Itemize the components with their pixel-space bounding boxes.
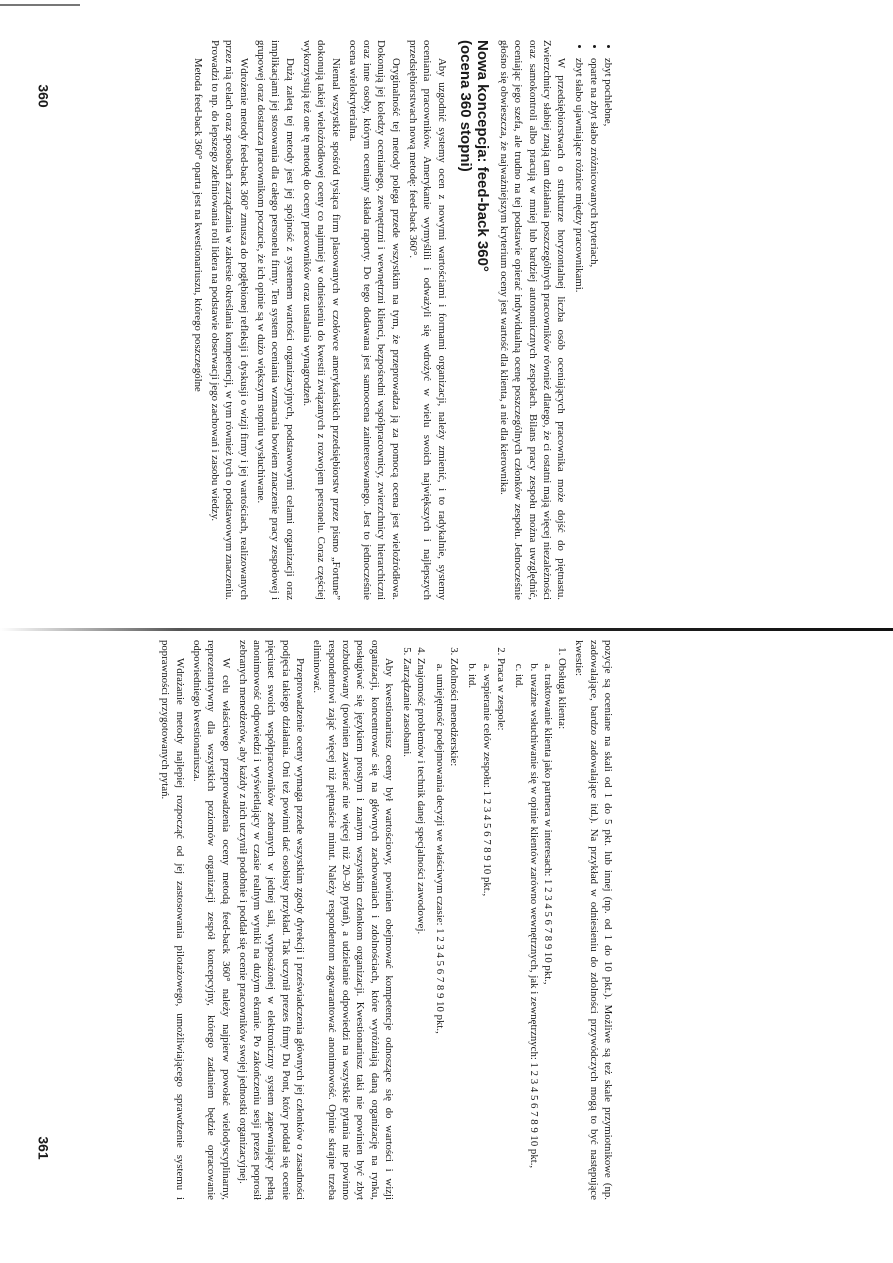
sub-item: a. umiejętność podejmowania decyzji we właściwym czasie: 1 2 3 4 5 6 7 8 9 10 pkt., — [432, 674, 446, 1200]
sub-item: a. traktowanie klienta jako partnera w interesach: 1 2 3 4 5 6 7 8 9 10 pkt., — [541, 674, 555, 1200]
paragraph: Aby uzgodnić systemy ocen z nowymi wartościami i formami organizacji, należy zmienić, i to radykalnie, systemy oceniania pracowników. Amerykanie wymyślili i odważyli się wdrożyć w wielu swoich największych i najlepszych przedsiębiorstwach nową metodę: feed-back 360°. — [407, 40, 448, 600]
list-item: 4. Znajomość problemów i technik danej specjalności zawodowej. — [414, 658, 428, 1200]
paragraph: W przedsiębiorstwach o strukturze horyzontalnej liczba osób oceniających pracownika może dojść do piętnastu. Zwierzchnicy słabiej znają tam działania poszczególnych pracowników również dlatego, że ci ostatni mają więcej niezależności oraz samokontroli albo pracują w mniej lub bardziej autonomicznych zespołach. Bilans pracy zespołu można uwzględnić, oceniając jego szefa, ale trudno na tej podstawie opierać indywidualną ocenę poszczególnych członków zespołu. Jednocześnie głośno się obwieszcza, że najważniejszym kryterium oceny jest wartość dla klienta, a nie dla kierownika. — [497, 40, 568, 600]
list-item-label: Praca w zespole: — [494, 658, 507, 731]
list-item: • zbyt słabo ujawniające różnice między pracownikami. — [572, 58, 586, 600]
page-divider — [0, 628, 893, 631]
page-number-360: 360 — [35, 84, 52, 108]
paragraph: pozycje są oceniane na skali od 1 do 5 pkt. lub innej (np. od 1 do 10 pkt.). Możliwe są też skale przymiotnikowe (np. zadowalające, bardzo zadowalające itd.). Na przykład w odniesieniu do zdolności przywódczych mogą to być następujące kwestie: — [573, 640, 614, 1200]
paragraph: Wdrażanie metody najlepiej rozpocząć od jej zastosowania pilotażowego, umożliwiającego sprawdzenie systemu i poprawności przygotowanych pytań. — [159, 640, 186, 1200]
sub-item: a. wspieranie celów zespołu: 1 2 3 4 5 6 7 8 9 10 pkt., — [479, 674, 493, 1200]
page-361 — [95, 640, 615, 1200]
page-360 — [95, 40, 615, 600]
paragraph: Niemal wszystkie spośród tysiąca firm plasowanych w czołówce amerykańskich przedsiębiorstw przez pismo „Fortune” dokonują takiej wieloźródłowej oceny co najmniej w odniesieniu do kwestii związanych z rozwojem personelu. Coraz częściej wykorzystują też one tę metodę do oceny pracowników oraz ustalania wynagrodzeń. — [300, 40, 342, 600]
numbered-list — [400, 640, 569, 1200]
list-item: 5. Zarządzanie zasobami. — [400, 658, 414, 1200]
section-heading — [457, 40, 491, 600]
sub-list — [432, 658, 446, 1200]
list-item: • oparte na zbyt słabo zróżnicowanych kryteriach, — [586, 58, 600, 600]
bullet-list — [572, 40, 615, 600]
paragraph: Dużą zaletą tej metody jest jej spójność z systemem wartości organizacyjnych, podstawowymi celami organizacji oraz implikacjami jej stosowania dla całego personelu firmy. Ten system oceniania wzmacnia bowiem znaczenie pracy zespołowej i grupowej oraz dostarcza pracownikom poczucie, że ich opinie są w dużo większym stopniu wysłuchiwane. — [255, 40, 296, 600]
list-item — [512, 658, 569, 1200]
list-item — [465, 658, 508, 1200]
paragraph: Oryginalność tej metody polega przede wszystkim na tym, że przeprowadza ją za pomocą ocena jest wieloźródłowa. Dokonują jej koledzy ocenianego, zewnętrzni i wewnętrzni klienci, bezpośredni współpracownicy, zwierzchnicy hierarchiczni oraz inne osoby, którym oceniany składa raporty. Do tego dodawana jest samoocena zainteresowanego. Jest to jednocześnie ocena wielokryterialna. — [346, 40, 402, 600]
sub-item: c. itd. — [512, 674, 526, 1200]
list-item — [432, 658, 461, 1200]
page-number-361: 361 — [35, 1136, 52, 1160]
heading-line: Nowa koncepcja: feed-back 360° — [473, 40, 491, 272]
sub-list — [465, 658, 494, 1200]
list-item-label: Zdolności menedżerskie: — [448, 658, 461, 767]
paragraph: Metoda feed-back 360° oparta jest na kwestionariuszu, którego poszczególne — [191, 58, 204, 392]
sub-item: b. itd. — [465, 674, 479, 1200]
scan-edge-mark — [0, 4, 80, 6]
paragraph: W celu właściwego przeprowadzenia oceny metodą feed-back 360° należy najpierw powołać wielodyscyplinarny, reprezentatywny dla wszystkich poziomów organizacji zespół koncepcyjny, którego zadaniem będzie opracowanie odpowiedniego kwestionariusza. — [190, 640, 232, 1200]
heading-line: (ocena 360 stopni) — [456, 40, 474, 172]
list-item: • zbyt pochlebne, — [601, 58, 615, 600]
sub-list — [512, 658, 555, 1200]
paragraph: Aby kwestionariusz oceny był wartościowy, powinien obejmować kompetencje odnoszące się do wartości i wizji organizacji, koncentrować się na głównych zachowaniach i zdolnościach, które wyróżniają daną organizację na rynku, posługiwać się językiem prostym i znanym wszystkim członkom organizacji. Kwestionariusz taki nie powinien być zbyt rozbudowany (powinien zawierać nie więcej niż 20–30 pytań), a udzielanie odpowiedzi na wszystkie pytania nie powinno respondentowi zająć więcej niż piętnaście minut. Należy respondentom zagwarantować anonimowość. Opinie skrajne trzeba eliminować. — [311, 640, 395, 1200]
list-item-label: Obsługa klienta: — [556, 658, 569, 730]
paragraph: Wdrożenie metody feed-back 360° zmusza do pogłębionej refleksji i dyskusji o wizji firmy i jej wartościach, realizowanych przez nią celach oraz sposobach zarządzania w zakresie określania kompetencji, w tym również tych o podstawowym znaczeniu. Prowadzi to np. do lepszego zdefiniowania roli lidera na podstawie obserwacji jego zachowań i zasobu wiedzy. — [209, 40, 250, 600]
paragraph: Przeprowadzenie oceny wymaga przede wszystkim zgody dyrekcji i przeświadczenia głównych jej członków o zasadności podjęcia takiego działania. Oni też powinni dać osobisty przykład. Tak uczynił prezes firmy Du Pont, który poddał się ocenie pięciuset swoich współpracowników zebranych w jednej sali, wyposażonej w elektroniczny system zapewniający pełną anonimowość odpowiedzi i wyświetlający w czasie realnym wyniki na dużym ekranie. Po zakończeniu sesji prezes poprosił zebranych menedżerów, aby każdy z nich uczynił podobnie i poddał się ocenie pracowników swojej jednostki organizacyjnej. — [236, 640, 307, 1200]
sub-item: b. uważne wsłuchiwanie się w opinie klientów zarówno wewnętrznych, jak i zewnętrznych: 1 2 3 4 5 6 7 8 9 10 pkt., — [526, 674, 540, 1200]
